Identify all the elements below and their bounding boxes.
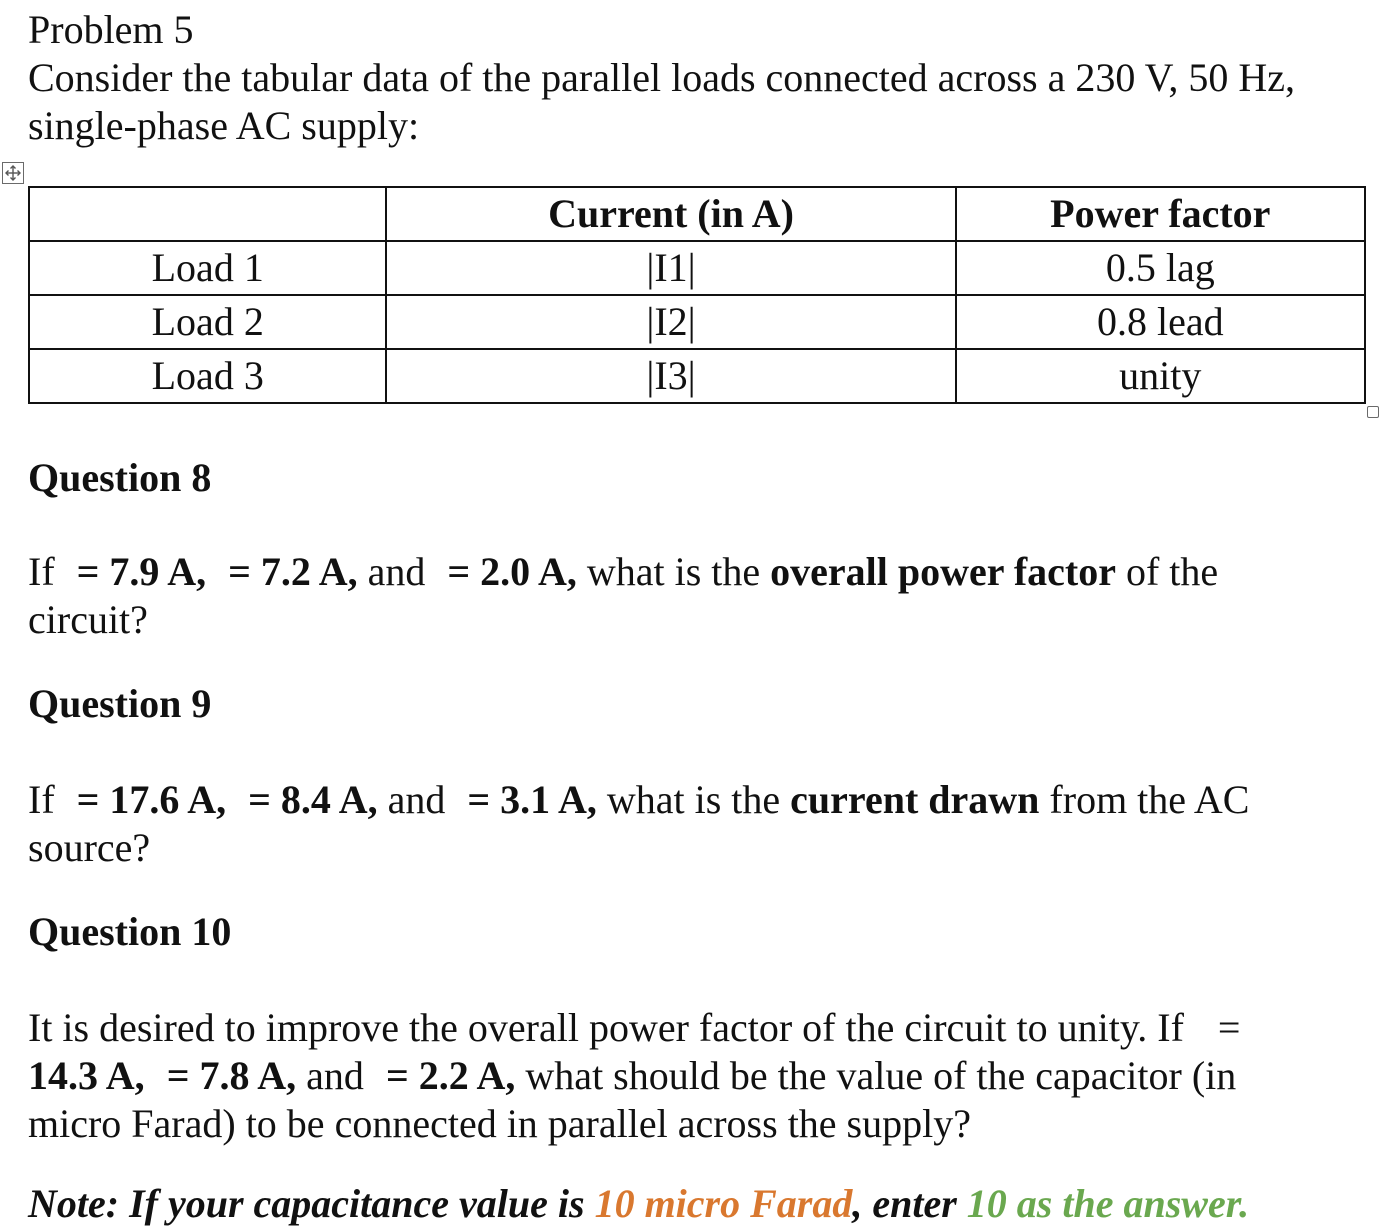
answer-note — [28, 1180, 1249, 1228]
problem-heading: Problem 5 — [28, 7, 194, 52]
power-factor-cell: 0.8 lead — [956, 295, 1365, 349]
question-9-title: Question 9 — [28, 681, 212, 726]
note-answer: 10 as the answer. — [966, 1181, 1250, 1226]
question-10-line-3: micro Farad) to be connected in parallel across the supply? — [28, 1101, 971, 1146]
question-10-title: Question 10 — [28, 909, 232, 954]
q9-value-2: = 8.4 A, — [248, 777, 378, 822]
table-row — [29, 295, 1365, 349]
question-8-title: Question 8 — [28, 455, 212, 500]
table-move-handle-icon[interactable] — [2, 162, 24, 184]
problem-intro-line-2: single-phase AC supply: — [28, 103, 420, 148]
note-value: 10 micro Farad — [594, 1181, 853, 1226]
q8-value-3: = 2.0 A, — [447, 549, 577, 594]
q10-text-a: what should be the value of the capacitor (in — [525, 1053, 1237, 1098]
q8-emphasis: overall power factor — [770, 549, 1116, 594]
header-empty — [29, 187, 386, 241]
q9-text-b: from the AC — [1049, 777, 1250, 822]
loads-table — [28, 186, 1366, 404]
table-resize-handle-icon[interactable] — [1367, 406, 1379, 418]
load-name-cell: Load 3 — [29, 349, 386, 403]
question-10-line-2 — [28, 1052, 1236, 1100]
question-9-line-1 — [28, 776, 1249, 824]
question-9-line-2: source? — [28, 825, 151, 870]
q10-line-1-text: It is desired to improve the overall power factor of the circuit to unity. If — [28, 1005, 1184, 1050]
header-power-factor: Power factor — [956, 187, 1365, 241]
table-row — [29, 349, 1365, 403]
q8-text-a: what is the — [586, 549, 761, 594]
current-cell: |I1| — [386, 241, 955, 295]
q10-eq: = — [1217, 1005, 1241, 1050]
q10-value-1: 14.3 A, — [28, 1053, 145, 1098]
q10-and: and — [306, 1053, 364, 1098]
load-name-cell: Load 2 — [29, 295, 386, 349]
q8-and: and — [367, 549, 426, 594]
q8-value-1: = 7.9 A, — [76, 549, 207, 594]
header-current: Current (in A) — [386, 187, 955, 241]
q9-value-3: = 3.1 A, — [467, 777, 597, 822]
q9-value-1: = 17.6 A, — [76, 777, 227, 822]
note-prefix: Note: If your capacitance value is — [28, 1181, 585, 1226]
load-name-cell: Load 1 — [29, 241, 386, 295]
question-10-line-1 — [28, 1004, 1240, 1052]
current-cell: |I3| — [386, 349, 955, 403]
question-8-line-2: circuit? — [28, 597, 148, 642]
q8-if: If — [28, 549, 55, 594]
q9-if: If — [28, 777, 55, 822]
q9-emphasis: current drawn — [790, 777, 1040, 822]
q10-value-2: = 7.8 A, — [166, 1053, 297, 1098]
q8-value-2: = 7.2 A, — [228, 549, 358, 594]
table-header-row — [29, 187, 1365, 241]
note-middle: , enter — [852, 1181, 957, 1226]
q9-and: and — [387, 777, 446, 822]
current-cell: |I2| — [386, 295, 955, 349]
problem-intro-line-1: Consider the tabular data of the parallel loads connected across a 230 V, 50 Hz, — [28, 55, 1296, 100]
power-factor-cell: 0.5 lag — [956, 241, 1365, 295]
power-factor-cell: unity — [956, 349, 1365, 403]
q8-text-b: of the — [1125, 549, 1219, 594]
question-8-line-1 — [28, 548, 1218, 596]
table-row — [29, 241, 1365, 295]
q9-text-a: what is the — [606, 777, 781, 822]
q10-value-3: = 2.2 A, — [385, 1053, 516, 1098]
